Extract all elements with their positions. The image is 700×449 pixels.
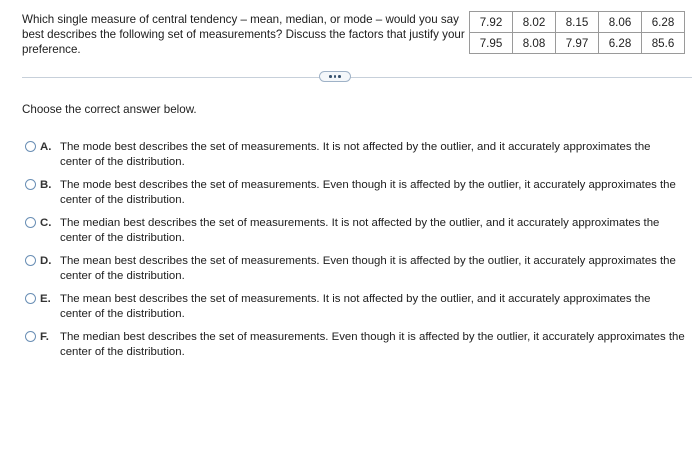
radio-button-b[interactable] bbox=[25, 179, 36, 190]
radio-button-a[interactable] bbox=[25, 141, 36, 152]
option-text[interactable]: The mode best describes the set of measurements. Even though it is affected by the outlier, it accurately approximates the center of the distribution. bbox=[60, 179, 676, 206]
option-text[interactable]: The mode best describes the set of measurements. It is not affected by the outlier, and it accurately approximates the center of the distribution. bbox=[60, 141, 651, 168]
question-text: Which single measure of central tendency – mean, median, or mode – would you say best describes the following set of measurements? Discuss the factors that justify your preference. bbox=[22, 13, 465, 56]
option-letter: D. bbox=[40, 255, 52, 267]
radio-button-e[interactable] bbox=[25, 293, 36, 304]
measurements-table bbox=[469, 11, 685, 54]
table-cell: 7.95 bbox=[470, 33, 513, 54]
option-b[interactable] bbox=[25, 178, 685, 207]
option-c[interactable] bbox=[25, 216, 685, 245]
table-cell: 8.15 bbox=[556, 12, 599, 33]
table-cell: 8.08 bbox=[513, 33, 556, 54]
option-letter: B. bbox=[40, 179, 52, 191]
radio-button-d[interactable] bbox=[25, 255, 36, 266]
option-text[interactable]: The median best describes the set of measurements. Even though it is affected by the outlier, it accurately approximates the center of the distribution. bbox=[60, 331, 685, 358]
table-row bbox=[470, 12, 685, 33]
radio-button-c[interactable] bbox=[25, 217, 36, 228]
option-letter: C. bbox=[40, 217, 52, 229]
option-f[interactable] bbox=[25, 330, 685, 359]
option-a[interactable] bbox=[25, 140, 685, 169]
section-divider bbox=[22, 77, 692, 78]
table-cell: 85.6 bbox=[642, 33, 685, 54]
table-row bbox=[470, 33, 685, 54]
table-cell: 8.02 bbox=[513, 12, 556, 33]
answer-prompt: Choose the correct answer below. bbox=[22, 103, 197, 116]
table-cell: 7.97 bbox=[556, 33, 599, 54]
answer-options bbox=[25, 140, 685, 368]
ellipsis-icon bbox=[329, 75, 341, 78]
table-cell: 7.92 bbox=[470, 12, 513, 33]
option-d[interactable] bbox=[25, 254, 685, 283]
option-letter: A. bbox=[40, 141, 52, 153]
expand-button[interactable] bbox=[319, 71, 351, 82]
option-text[interactable]: The median best describes the set of measurements. It is not affected by the outlier, and it accurately approximates the center of the distribution. bbox=[60, 217, 660, 244]
table-cell: 6.28 bbox=[599, 33, 642, 54]
option-letter: E. bbox=[40, 293, 51, 305]
option-letter: F. bbox=[40, 331, 49, 343]
option-text[interactable]: The mean best describes the set of measurements. It is not affected by the outlier, and it accurately approximates the center of the distribution. bbox=[60, 293, 651, 320]
table-cell: 8.06 bbox=[599, 12, 642, 33]
option-e[interactable] bbox=[25, 292, 685, 321]
option-text[interactable]: The mean best describes the set of measurements. Even though it is affected by the outlier, it accurately approximates the center of the distribution. bbox=[60, 255, 676, 282]
table-cell: 6.28 bbox=[642, 12, 685, 33]
radio-button-f[interactable] bbox=[25, 331, 36, 342]
